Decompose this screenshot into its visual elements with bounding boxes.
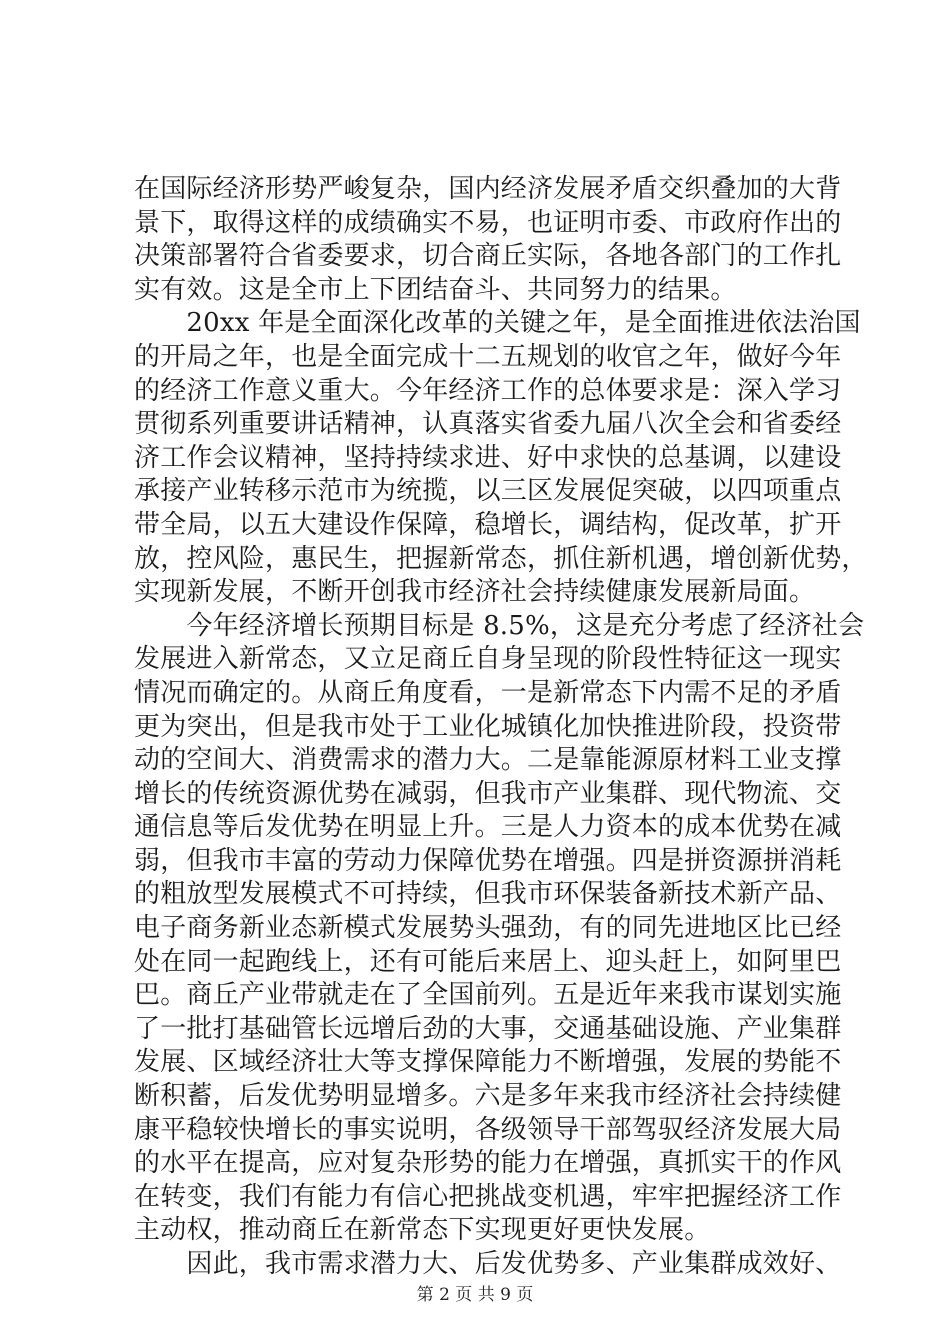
text-line: 通信息等后发优势在明显上升。三是人力资本的成本优势在减	[134, 812, 842, 843]
text-line: 的粗放型发展模式不可持续，但我市环保装备新技术新产品、	[134, 879, 842, 910]
text-line: 放，控风险，惠民生，把握新常态，抓住新机遇，增创新优势，	[134, 543, 868, 574]
text-line: 今年经济增长预期目标是 8.5%，这是充分考虑了经济社会	[134, 610, 865, 641]
text-line: 实有效。这是全市上下团结奋斗、共同努力的结果。	[134, 274, 737, 305]
text-line: 的经济工作意义重大。今年经济工作的总体要求是：深入学习	[134, 375, 842, 406]
page-number-label: 第 2 页 共 9 页	[416, 1285, 534, 1305]
text-line: 决策部署符合省委要求，切合商丘实际，各地各部门的工作扎	[134, 241, 842, 272]
body-text	[134, 173, 868, 1282]
text-line: 巴。商丘产业带就走在了全国前列。五是近年来我市谋划实施	[134, 980, 842, 1011]
text-line: 处在同一起跑线上，还有可能后来居上、迎头赶上，如阿里巴	[134, 946, 842, 977]
text-line: 弱，但我市丰富的劳动力保障优势在增强。四是拼资源拼消耗	[134, 845, 842, 876]
text-line: 康平稳较快增长的事实说明，各级领导干部驾驭经济发展大局	[134, 1114, 842, 1145]
text-line: 贯彻系列重要讲话精神，认真落实省委九届八次全会和省委经	[134, 409, 842, 440]
text-line: 的开局之年，也是全面完成十二五规划的收官之年，做好今年	[134, 341, 842, 372]
text-line: 因此，我市需求潜力大、后发优势多、产业集群成效好、	[134, 1249, 842, 1279]
text-line: 景下，取得这样的成绩确实不易，也证明市委、市政府作出的	[134, 207, 842, 238]
text-line: 的水平在提高，应对复杂形势的能力在增强，真抓实干的作风	[134, 1148, 842, 1179]
text-line: 承接产业转移示范市为统揽，以三区发展促突破，以四项重点	[134, 476, 842, 507]
text-line: 实现新发展，不断开创我市经济社会持续健康发展新局面。	[134, 577, 816, 608]
text-line: 发展进入新常态，又立足商丘自身呈现的阶段性特征这一现实	[134, 644, 842, 675]
text-line: 增长的传统资源优势在减弱，但我市产业集群、现代物流、交	[134, 778, 842, 809]
text-line: 在转变，我们有能力有信心把挑战变机遇，牢牢把握经济工作	[134, 1181, 842, 1212]
text-line: 动的空间大、消费需求的潜力大。二是靠能源原材料工业支撑	[134, 745, 842, 776]
text-line: 20xx 年是全面深化改革的关键之年，是全面推进依法治国	[134, 308, 861, 339]
text-line: 济工作会议精神，坚持持续求进、好中求快的总基调，以建设	[134, 442, 842, 473]
text-line: 主动权，推动商丘在新常态下实现更好更快发展。	[134, 1215, 711, 1246]
text-line: 断积蓄，后发优势明显增多。六是多年来我市经济社会持续健	[134, 1081, 842, 1112]
page-footer	[0, 1280, 950, 1305]
text-line: 情况而确定的。从商丘角度看，一是新常态下内需不足的矛盾	[134, 677, 842, 708]
text-line: 发展、区域经济壮大等支撑保障能力不断增强，发展的势能不	[134, 1047, 842, 1078]
text-line: 电子商务新业态新模式发展势头强劲，有的同先进地区比已经	[134, 913, 842, 944]
text-line: 了一批打基础管长远增后劲的大事，交通基础设施、产业集群	[134, 1013, 842, 1044]
text-line: 在国际经济形势严峻复杂，国内经济发展矛盾交织叠加的大背	[134, 174, 842, 204]
text-line: 更为突出，但是我市处于工业化城镇化加快推进阶段，投资带	[134, 711, 842, 742]
text-line: 带全局，以五大建设作保障，稳增长，调结构，促改革，扩开	[134, 509, 842, 540]
